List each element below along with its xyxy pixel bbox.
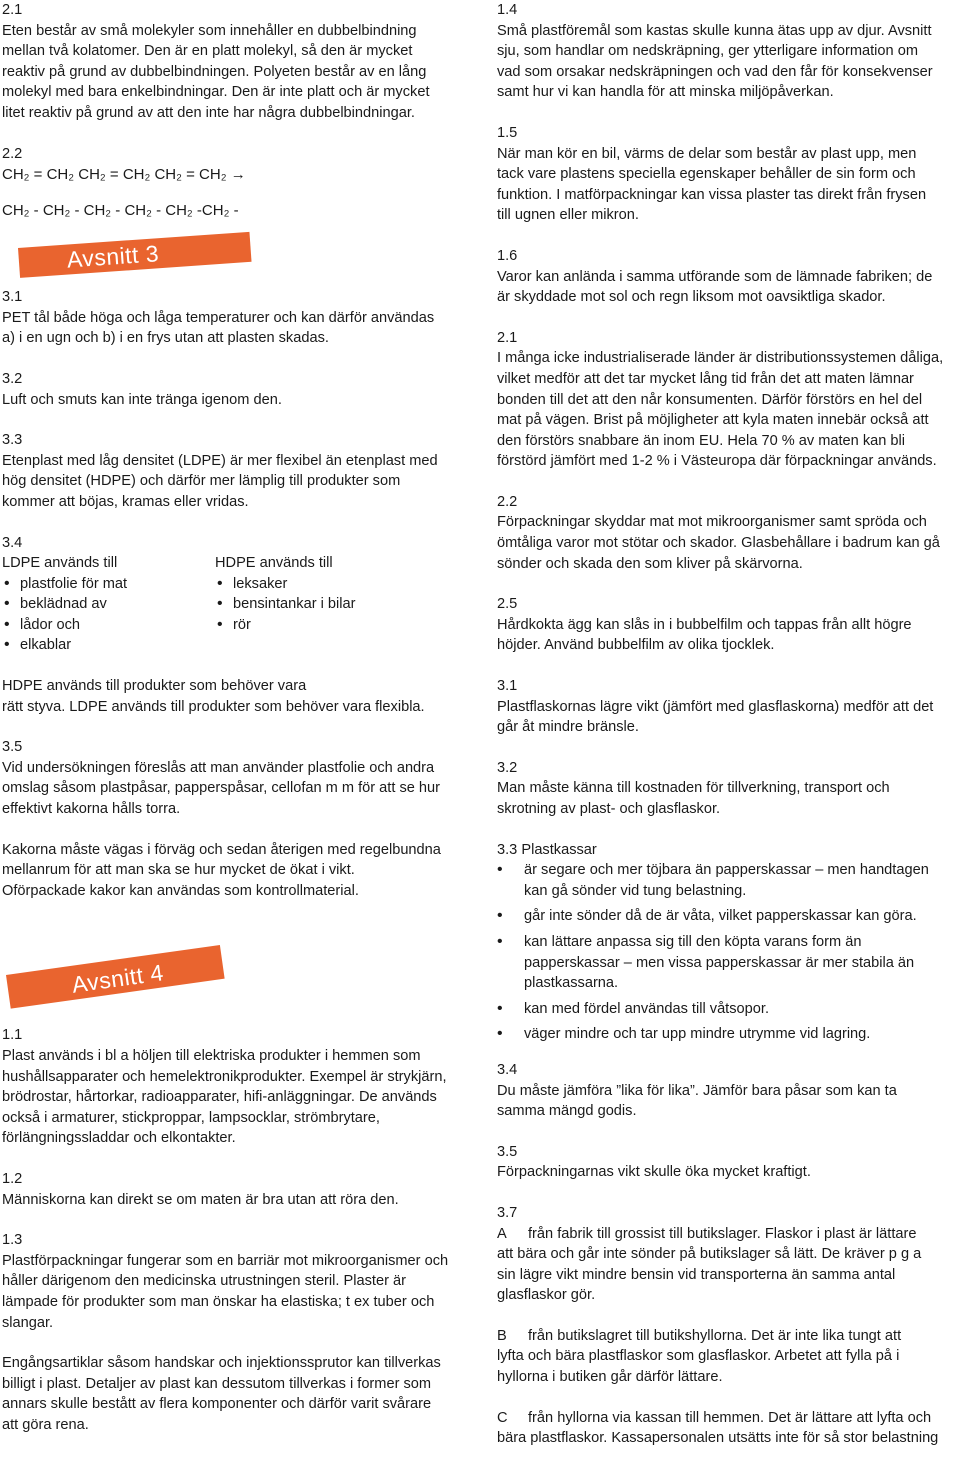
paragraph-line: höjder. Använd bubbelfilm av olika tjocklek. — [497, 637, 775, 654]
list-item — [497, 860, 959, 901]
section-number: 2.1 — [497, 329, 518, 346]
paragraph-line: sin lägre vikt mindre bensin vid transporterna än samma antal — [497, 1266, 896, 1283]
stage-letter: A — [497, 1225, 507, 1242]
list-item: • rör — [215, 615, 455, 636]
section-number: 1.1 — [2, 1027, 23, 1044]
paragraph-line: Etenplast med låg densitet (LDPE) är mer flexibel än etenplast med — [2, 452, 438, 469]
hdpe-list — [215, 553, 455, 656]
paragraph-line: Varor kan anlända i samma utförande som de lämnade fabriken; de — [497, 268, 933, 285]
paragraph-line: lämpade för produkter som man önskar ha elastiska; t ex tuber och — [2, 1293, 435, 1310]
section-3-4 — [2, 533, 472, 718]
list-item — [497, 932, 959, 994]
banner-ribbon — [6, 945, 225, 1009]
paragraph-line: slangar. — [2, 1314, 54, 1331]
paragraph-line: samt hur vi kan handla för att minska miljöpåverkan. — [497, 84, 834, 101]
right-column — [497, 0, 959, 1449]
paragraph-line: Vid undersökningen föreslås att man använder plastfolie och andra — [2, 759, 435, 776]
stage-a — [497, 1224, 959, 1245]
paragraph-line: billigt i plast. Detaljer av plast kan dessutom tillverkas i former som — [2, 1375, 432, 1392]
paragraph-line: att göra rena. — [2, 1416, 89, 1433]
paragraph-line: Plastflaskornas lägre vikt (jämfört med glasflaskorna) medför att det — [497, 698, 934, 715]
paragraph-line: HDPE används till produkter som behöver vara — [2, 678, 307, 695]
section-1-2 — [2, 1169, 472, 1210]
paragraph-line: Kakorna måste vägas i förväg och sedan återigen med regelbundna — [2, 841, 441, 858]
paragraph-line: omslag såsom plastpåsar, papperspåsar, cellofan m m för att se hur — [2, 780, 441, 797]
section-3-3-right — [497, 840, 959, 1045]
section-number: 3.4 — [497, 1061, 518, 1078]
paragraph-line: brödrostar, hårtorkar, radioapparater, hifi-anläggningar. De används — [2, 1089, 437, 1106]
section-banner-4 — [2, 945, 472, 1031]
stage-b — [497, 1326, 959, 1347]
paragraph-line: glasflaskor gör. — [497, 1287, 596, 1304]
paragraph-line: rätt styva. LDPE används till produkter som behöver vara flexibla. — [2, 698, 425, 715]
section-1-3 — [2, 1230, 472, 1435]
paragraph-line: ömtåliga varor mot stötar och skador. Glasbehållare i badrum kan gå — [497, 535, 940, 552]
paragraph-line: Plastförpackningar fungerar som en barriär mot mikroorganismer och — [2, 1252, 449, 1269]
list-item: • lådor och — [2, 615, 215, 636]
section-number: 1.2 — [2, 1170, 23, 1187]
list-item-line: • är segare och mer töjbara än papperskassar – men handtagen — [524, 862, 929, 879]
stage-c — [497, 1408, 959, 1429]
left-column — [2, 0, 472, 1436]
section-1-6 — [497, 246, 959, 308]
section-2-1 — [2, 0, 472, 124]
section-number: 1.6 — [497, 247, 518, 264]
paragraph-line: Oförpackade kakor kan användas som kontrollmaterial. — [2, 882, 359, 899]
paragraph-line: I många icke industrialiserade länder är distributionssystemen dåliga, — [497, 350, 944, 367]
section-number: 1.4 — [497, 2, 518, 18]
list-item-line: • går inte sönder då de är våta, vilket papperskassar kan göra. — [524, 908, 917, 925]
paragraph-line: a) i en ugn och b) i en frys utan att plasten skadas. — [2, 330, 329, 347]
paragraph-line: till ugnen eller mikron. — [497, 207, 639, 224]
banner-ribbon — [18, 232, 252, 278]
section-3-2-right — [497, 758, 959, 820]
paragraph-line: också i armaturer, stickproppar, lampsocklar, strömbrytare, — [2, 1109, 380, 1126]
section-number: 1.5 — [497, 124, 518, 141]
section-2-1-right — [497, 328, 959, 472]
stage-letter: B — [497, 1327, 507, 1344]
section-banner-3 — [2, 240, 472, 304]
list-item-line: • väger mindre och tar upp mindre utrymme vid lagring. — [524, 1026, 871, 1043]
paragraph-line: att bära och går inte sönder på butikslager så lätt. De kräver p g a — [497, 1246, 922, 1263]
paragraph-line: lyfta och bära plastflaskor som glasflaskor. Arbetet att fylla på i — [497, 1348, 900, 1365]
section-number: 3.1 — [497, 678, 518, 695]
section-number: 2.1 — [2, 2, 23, 18]
list-item: • elkablar — [2, 635, 215, 656]
section-2-2-right — [497, 492, 959, 574]
paragraph-line: annars skulle bestått av flera komponenter och därför varit svårare — [2, 1396, 432, 1413]
paragraph-line: sju, som handlar om nedskräpning, ger ytterligare information om — [497, 43, 918, 60]
list-item — [497, 999, 959, 1020]
section-number: 3.4 — [2, 534, 23, 551]
plastkassar-list — [497, 860, 959, 1045]
list-item: • leksaker — [215, 574, 455, 595]
paragraph-line: effektivt kakorna hålls torra. — [2, 801, 181, 818]
paragraph-line: Små plastföremål som kastas skulle kunna ätas upp av djur. Avsnitt — [497, 22, 932, 39]
list-item-line: papperskassar – men vissa papperskassar är mer stabila än — [524, 954, 915, 971]
section-heading: 3.3 Plastkassar — [497, 841, 597, 858]
paragraph-line: Luft och smuts kan inte tränga igenom den. — [2, 391, 282, 408]
section-1-4 — [497, 0, 959, 103]
paragraph-line: Man måste känna till kostnaden för tillverkning, transport och — [497, 780, 890, 797]
list-item-line: • kan med fördel användas till våtsopor. — [524, 1000, 769, 1017]
paragraph-line: kommer att böjas, kramas eller vridas. — [2, 493, 249, 510]
list-item: • plastfolie för mat — [2, 574, 215, 595]
paragraph-line: molekyl med bara enkelbindningar. Den är inte platt och är mycket — [2, 84, 430, 101]
section-3-5 — [2, 737, 472, 901]
paragraph-line: reaktiv på grund av dubbelbindningen. Polyeten består av en lång — [2, 63, 427, 80]
section-3-3 — [2, 430, 472, 512]
paragraph-line: PET tål både höga och låga temperaturer och kan därför användas — [2, 309, 435, 326]
banner-title: Avsnitt 3 — [66, 240, 160, 273]
section-number: 3.3 — [2, 432, 23, 449]
section-3-7 — [497, 1203, 959, 1449]
list-item — [497, 906, 959, 927]
formula-monomers: CH₂ = CH₂ CH₂ = CH₂ CH₂ = CH₂ → — [2, 166, 246, 184]
paragraph-line: Förpackningar skyddar mat mot mikroorganismer samt spröda och — [497, 514, 927, 531]
paragraph-line: går åt mindre bränsle. — [497, 719, 639, 736]
paragraph-line: från hyllorna via kassan till hemmen. Det är lättare att lyfta och — [528, 1409, 932, 1426]
paragraph-line: den förstörs snabbare än inom EU. Hela 70 % av maten kan bli — [497, 432, 906, 449]
section-number: 3.5 — [497, 1143, 518, 1160]
paragraph-line: bonden till det att den når konsumenten. Därför förstörs en hel del — [497, 391, 923, 408]
banner-title: Avsnitt 4 — [70, 959, 166, 999]
section-number: 2.2 — [2, 145, 23, 162]
ldpe-list — [2, 553, 215, 656]
paragraph-line: Eten består av små molekyler som innehåller en dubbelbindning — [2, 22, 417, 39]
paragraph-line: hyllorna i butiken går därför lättare. — [497, 1369, 723, 1386]
paragraph-line: samma mängd godis. — [497, 1103, 637, 1120]
formula-polymer: CH₂ - CH₂ - CH₂ - CH₂ - CH₂ -CH₂ - — [2, 202, 239, 220]
section-3-4-right — [497, 1060, 959, 1122]
paragraph-line: förstörd jämfört med 1-2 % i Västeuropa där förpackningar används. — [497, 453, 937, 470]
paragraph-line: hög densitet (HDPE) och därför mer lämplig till produkter som — [2, 473, 401, 490]
section-number: 3.5 — [2, 739, 23, 756]
paragraph-line: Hårdkokta ägg kan slås in i bubbelfilm och tappas från allt högre — [497, 616, 912, 633]
list-heading: HDPE används till — [215, 555, 333, 572]
paragraph-line: är skyddade mot sol och regn liksom mot oavsiktliga skador. — [497, 289, 886, 306]
paragraph-line: från fabrik till grossist till butikslager. Flaskor i plast är lättare — [528, 1225, 917, 1242]
paragraph-line: mellan två kolatomer. Den är en platt molekyl, så den är mycket — [2, 43, 413, 60]
list-heading: LDPE används till — [2, 555, 118, 572]
section-1-5 — [497, 123, 959, 226]
paragraph-line: från butikslagret till butikshyllorna. Det är inte lika tungt att — [528, 1327, 902, 1344]
paragraph-line: håller därigenom den medicinska utrustningen steril. Plaster är — [2, 1273, 406, 1290]
paragraph-line: hushållsapparater och hemelektronikprodukter. Exempel är strykjärn, — [2, 1068, 447, 1085]
usage-lists — [2, 553, 472, 656]
paragraph-line: Människorna kan direkt se om maten är bra utan att röra den. — [2, 1191, 399, 1208]
section-3-2 — [2, 369, 472, 410]
paragraph-line: mat på vägen. Brist på möjligheter att kyla maten innebär också att — [497, 412, 929, 429]
section-number: 3.2 — [497, 759, 518, 776]
stage-letter: C — [497, 1409, 508, 1426]
list-item — [497, 1024, 959, 1045]
paragraph-line: vilket medför att det tar mycket lång tid från det att maten lämnar — [497, 370, 914, 387]
paragraph-line: tack vare plastens speciella egenskaper behåller de sin form och — [497, 166, 916, 183]
paragraph-line: vad som orsakar nedskräpningen och vad den får för konsekvenser — [497, 63, 933, 80]
section-3-1-right — [497, 676, 959, 738]
paragraph-line: Du måste jämföra ”lika för lika”. Jämför bara påsar som kan ta — [497, 1082, 897, 1099]
paragraph-line: mellanrum för att man ska se hur mycket de ökat i vikt. — [2, 862, 355, 879]
paragraph-line: Engångsartiklar såsom handskar och injektionssprutor kan tillverkas — [2, 1355, 441, 1372]
section-2-2 — [2, 144, 472, 223]
paragraph-line: Förpackningarnas vikt skulle öka mycket kraftigt. — [497, 1164, 811, 1181]
paragraph-line: sönder och skada den som kliver på skärvorna. — [497, 555, 803, 572]
chemical-formula — [2, 164, 472, 222]
section-2-5 — [497, 594, 959, 656]
section-number: 2.2 — [497, 493, 518, 510]
list-item-line: • kan lättare anpassa sig till den köpta varans form än — [524, 933, 862, 950]
list-item: • bensintankar i bilar — [215, 594, 455, 615]
paragraph-line: bära plastflaskor. Kassapersonalen utsätts inte för så stor belastning — [497, 1430, 939, 1447]
paragraph-line: skrotning av plast- och glasflaskor. — [497, 801, 721, 817]
section-number: 3.2 — [2, 370, 23, 387]
paragraph-line: förlängningssladdar och elkontakter. — [2, 1130, 236, 1147]
paragraph-line: Plast används i bl a höljen till elektriska produkter i hemmen som — [2, 1048, 421, 1064]
paragraph-line: När man kör en bil, värms de delar som består av plast upp, men — [497, 145, 917, 162]
paragraph-line: litet reaktiv på grund av att den inte har några dubbelbindningar. — [2, 104, 415, 121]
section-number: 2.5 — [497, 596, 518, 613]
paragraph-line: funktion. I matförpackningar kan vissa plaster tas direkt från frysen — [497, 186, 927, 203]
list-item-line: kan gå sönder vid tung belastning. — [524, 882, 747, 899]
section-3-5-right — [497, 1142, 959, 1183]
section-number: 3.7 — [497, 1204, 518, 1221]
list-item-line: plastkassarna. — [524, 975, 619, 992]
section-number: 1.3 — [2, 1232, 23, 1249]
section-number: 3.1 — [2, 289, 23, 306]
section-1-1 — [2, 1025, 472, 1149]
list-item: • beklädnad av — [2, 594, 215, 615]
